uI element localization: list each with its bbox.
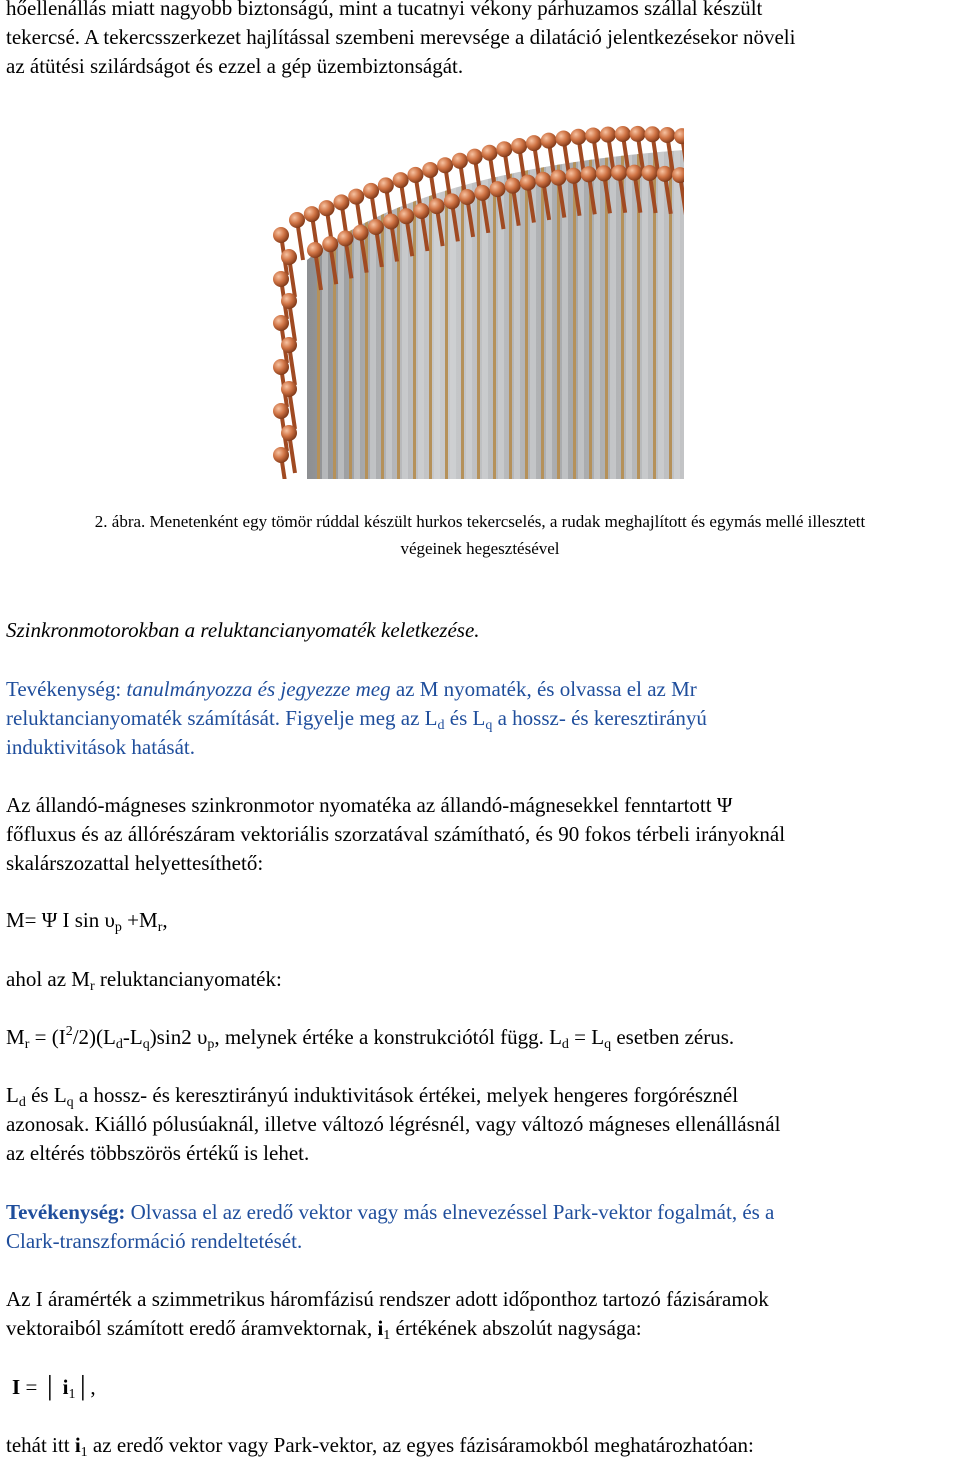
vector-symbol: i <box>62 1375 69 1399</box>
subscript: q <box>485 718 493 733</box>
formula-text: , melynek értéke a konstrukciótól függ. L <box>214 1025 562 1049</box>
subscript: 1 <box>68 1387 76 1402</box>
formula-text: M= Ψ I sin υ <box>6 908 115 932</box>
activity-paragraph-2 <box>6 1198 951 1256</box>
text-line: azonosak. Kiálló pólusúaknál, illetve változó légrésnél, vagy változó mágneses ellenállásnál <box>6 1112 781 1136</box>
subscript: r <box>157 920 163 935</box>
activity-paragraph-1 <box>6 675 951 762</box>
formula-text: = (I <box>29 1025 66 1049</box>
reluctance-formula <box>6 1023 951 1052</box>
formula-symbol: I <box>12 1375 21 1399</box>
text-line: tekercsé. A tekercsszerkezet hajlítással szembeni merevsége a dilatáció jelentkezésekor növeli <box>6 25 796 49</box>
torque-formula <box>6 906 951 935</box>
last-paragraph <box>6 1431 951 1460</box>
text: és L <box>25 1083 67 1107</box>
current-paragraph <box>6 1285 951 1343</box>
text: vektoraiból számított eredő áramvektornak, <box>6 1316 378 1340</box>
formula-text: +M <box>121 908 158 932</box>
subscript: 1 <box>80 1445 88 1460</box>
subscript: d <box>437 718 445 733</box>
activity-text: az M nyomaték, és olvassa el az Mr <box>390 677 697 701</box>
text: az eredő vektor vagy Park-vektor, az egyes fázisáramokból meghatározhatóan: <box>87 1433 754 1457</box>
activity-text: induktivitások hatását. <box>6 735 195 759</box>
superscript: 2 <box>65 1024 73 1039</box>
text: a hossz- és keresztirányú induktivitások értékei, melyek hengeres forgórésznél <box>73 1083 739 1107</box>
activity-text: és L <box>444 706 486 730</box>
subscript: q <box>66 1095 74 1110</box>
stator-winding-photo <box>267 110 684 479</box>
subscript: r <box>89 979 95 994</box>
activity-italic-text: tanulmányozza és jegyezze meg <box>126 677 391 701</box>
vector-symbol: i <box>74 1433 81 1457</box>
text: ahol az M <box>6 967 90 991</box>
text-line: az átütési szilárdságot és ezzel a gép üzembiztonságát. <box>6 54 464 78</box>
text-line: Az I áramérték a szimmetrikus háromfázisú rendszer adott időponthoz tartozó fázisáramok <box>6 1287 769 1311</box>
subscript: p <box>114 920 122 935</box>
formula-text: = L <box>568 1025 605 1049</box>
text-line: hőellenállás miatt nagyobb biztonságú, mint a tucatnyi vékony párhuzamos szállal készült <box>6 0 763 20</box>
text-line: skalárszozattal helyettesíthető: <box>6 851 264 875</box>
activity-text: Olvassa el az eredő vektor vagy más elnevezéssel Park-vektor fogalmát, és a <box>125 1200 775 1224</box>
subscript: d <box>18 1095 26 1110</box>
subscript: d <box>115 1037 123 1052</box>
text: értékének abszolút nagysága: <box>390 1316 642 1340</box>
subscript: r <box>24 1037 30 1052</box>
text-line: főfluxus és az állórészáram vektoriális szorzatával számítható, és 90 fokos térbeli irányoknál <box>6 822 786 846</box>
text: tehát itt <box>6 1433 75 1457</box>
formula-text: │, <box>75 1375 96 1399</box>
text: L <box>6 1083 19 1107</box>
formula-text: M <box>6 1025 25 1049</box>
text: reluktancianyomaték: <box>94 967 282 991</box>
activity-text: a hossz- és keresztirányú <box>492 706 707 730</box>
torque-paragraph <box>6 791 951 878</box>
caption-line: 2. ábra. Menetenként egy tömör rúddal készült hurkos tekercselés, a rudak meghajlított és egymás mellé illesztett <box>94 512 866 531</box>
subscript: p <box>207 1037 215 1052</box>
activity-text: reluktancianyomaték számítását. Figyelje meg az L <box>6 706 438 730</box>
top-paragraph <box>6 0 951 81</box>
text-line: az eltérés többszörös értékű is lehet. <box>6 1141 310 1165</box>
subscript: 1 <box>383 1328 391 1343</box>
section-heading: Szinkronmotorokban a reluktancianyomaték keletkezése. <box>6 618 480 642</box>
formula-text: -L <box>122 1025 143 1049</box>
abs-formula <box>12 1373 957 1402</box>
vector-symbol: i <box>377 1316 384 1340</box>
formula-text: = │ <box>20 1375 63 1399</box>
activity-label: Tevékenység: <box>6 1200 126 1224</box>
subscript: q <box>142 1037 150 1052</box>
formula-text: /2)(L <box>72 1025 116 1049</box>
caption-line: végeinek hegesztésével <box>400 539 560 558</box>
subscript: d <box>561 1037 569 1052</box>
formula-text: esetben zérus. <box>611 1025 735 1049</box>
activity-text: Clark-transzformáció rendeltetését. <box>6 1229 303 1253</box>
figure-caption <box>10 508 950 562</box>
activity-label: Tevékenység: <box>6 677 127 701</box>
text-line: Az állandó-mágneses szinkronmotor nyomatéka az állandó-mágnesekkel fenntartott Ψ <box>6 793 733 817</box>
formula-text: , <box>162 908 168 932</box>
inductance-paragraph <box>6 1081 951 1168</box>
formula-text: )sin2 υ <box>149 1025 208 1049</box>
reluctance-intro <box>6 965 951 994</box>
subscript: q <box>604 1037 612 1052</box>
